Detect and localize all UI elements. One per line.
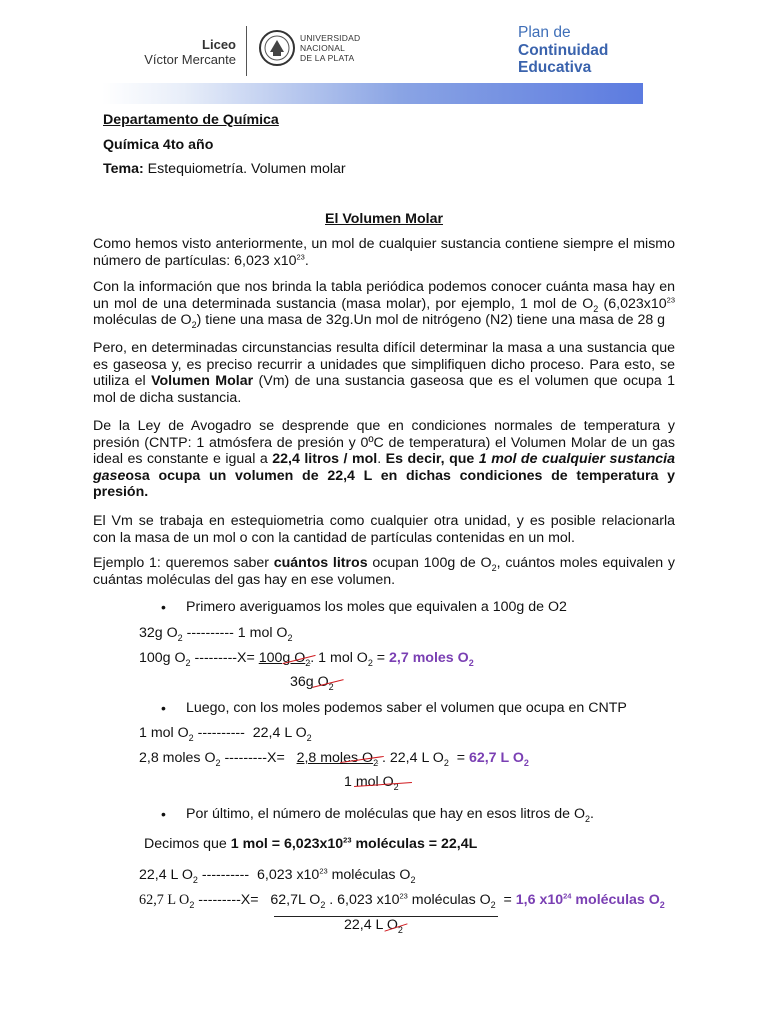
- topic-label: Tema:: [103, 161, 144, 177]
- paragraph-3: Pero, en determinadas circunstancias resulta difícil determinar la masa a una sustancia que es gaseosa y, es preciso recurrir a unidades que simplifiquen dicho proceso. Para esto, se utiliza el Volumen Molar (Vm) de una sustancia gaseosa que es el volumen que ocupa 1 mol de dicha sustancia.: [93, 340, 675, 406]
- paragraph-4: De la Ley de Avogadro se desprende que en condiciones normales de temperatura y presión (CNTP: 1 atmósfera de presión y 0ºC de temperatura) el Volumen Molar de un gas ideal es constante e igual a 22,4 litros / mol. Es decir, que 1 mol de cualquier sustancia gaseosa ocupa un volumen de 22,4 L en dichas condiciones de temperatura y presión.: [93, 418, 676, 501]
- bullet-icon: •: [161, 700, 166, 716]
- paragraph-1: Como hemos visto anteriormente, un mol de cualquier sustancia contiene siempre el mismo número de partículas: 6,023 $x10^{23}$.: [93, 236, 675, 269]
- step3-denominator: 22,4 L $O_2$: [344, 917, 403, 935]
- topic-line: [103, 161, 346, 177]
- plan-logo-text: [518, 24, 608, 77]
- bullet-icon: •: [161, 599, 166, 615]
- step3-bullet-text: Por último, el número de moléculas que hay en esos litros de $O_2$.: [186, 806, 594, 824]
- unlp-line: UNIVERSIDAD: [300, 33, 361, 43]
- step1-bullet-text: Primero averiguamos los moles que equivalen a 100g de O2: [186, 599, 567, 615]
- step2-line2: 2,8 moles $O_2$ ---------X= 2,8 moles $O_2$ . 22,4 L $O_2 = 62,7$ L $O_2$: [139, 750, 529, 768]
- department-heading: Departamento de Química: [103, 112, 279, 128]
- paragraph-6: Ejemplo 1: queremos saber cuántos litros ocupan 100g de $O_2$, cuántos moles equivalen y cuántas moléculas del gas hay en ese volumen.: [93, 555, 675, 588]
- topic-value: Estequiometría. Volumen molar: [143, 161, 346, 177]
- unlp-line: NACIONAL: [300, 43, 346, 53]
- liceo-subname: Víctor Mercante: [144, 52, 236, 67]
- step3-line2: 62,7 L $O_2$ ---------X= 62,7L $O_2$ . 6,023 $x10^{23}$ moléculas $O_2 = 1,6$ $x10^{24}$ moléculas $O_2$: [139, 891, 665, 910]
- plan-line: Plan de: [518, 24, 571, 41]
- unlp-text: [300, 33, 360, 63]
- step1-line2: 100g $O_2$ ---------X= 100g $O_2$. 1 mol $O_2 = 2,7$ moles $O_2$: [139, 650, 474, 668]
- plan-line: Continuidad: [518, 41, 609, 59]
- step3-line1: 22,4 L $O_2$ ---------- 6,023 $x10^{23}$ moléculas $O_2$: [139, 866, 416, 885]
- bullet-icon: •: [161, 806, 166, 822]
- decimos-line: Decimos que 1 mol = $6,023x10^{23}$ moléculas = 22,4L: [144, 835, 478, 852]
- step2-line1: 1 mol $O_2$ ---------- 22,4 L $O_2$: [139, 725, 312, 743]
- step2-result: 62,7 L $O_2$: [468, 750, 529, 768]
- course-heading: Química 4to año: [103, 137, 214, 153]
- section-title: El Volumen Molar: [325, 211, 443, 227]
- step1-line1: 32g $O_2$ ---------- 1 mol $O_2$: [139, 625, 293, 643]
- unlp-line: DE LA PLATA: [300, 53, 355, 63]
- step1-result: 2,7 moles $O_2$: [389, 650, 474, 668]
- step1-denominator: 36g $O_2$: [290, 674, 334, 692]
- liceo-name: Liceo: [202, 37, 236, 52]
- header-gradient-band: [102, 83, 643, 104]
- step2-denominator: 1 mol $O_2$: [344, 774, 399, 792]
- step3-result: 1,6 $x10^{24}$ moléculas $O_2$: [515, 891, 665, 910]
- plan-line: Educativa: [518, 59, 592, 76]
- paragraph-5: El Vm se trabaja en estequiometria como cualquier otra unidad, y es posible relacionarla con la masa de un mol o con la cantidad de partículas contenidas en un mol.: [93, 513, 675, 546]
- liceo-logo-text: [140, 37, 236, 67]
- paragraph-2: Con la información que nos brinda la tabla periódica podemos conocer cuánta masa hay en un mol de una determinada sustancia (masa molar), por ejemplo, 1 mol de $O_2$ ($6,023x10^{23}$ moléculas de $O_2$) tiene una masa de 32g.Un mol de nitrógeno (N2) tiene una masa de 28 g: [93, 279, 675, 331]
- header-divider: [246, 26, 247, 76]
- unlp-seal-icon: [258, 28, 296, 68]
- step2-bullet-text: Luego, con los moles podemos saber el volumen que ocupa en CNTP: [186, 700, 627, 716]
